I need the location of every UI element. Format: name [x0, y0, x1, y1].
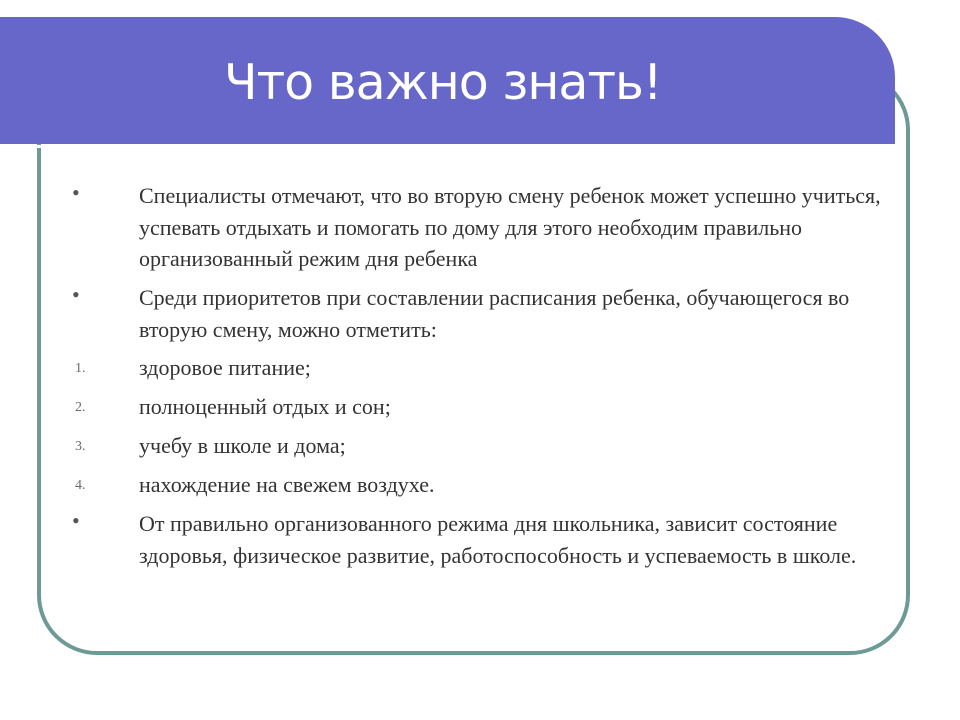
list-item-text: учебу в школе и дома; — [139, 433, 346, 458]
number-marker: 2. — [75, 400, 86, 415]
bullet-marker: • — [72, 180, 80, 205]
list-item-text: здоровое питание; — [139, 355, 311, 380]
number-marker: 3. — [75, 439, 86, 454]
bullet-marker: • — [72, 508, 80, 533]
list-item-text: Среди приоритетов при составлении расписания ребенка, обучающегося во вторую смену, можно отметить: — [139, 285, 850, 342]
number-marker: 1. — [75, 361, 86, 376]
list-item-text: Специалисты отмечают, что во вторую смену ребенок может успешно учиться, успевать отдыхать и помогать по дому для этого необходим правильно организованный режим дня ребенка — [139, 183, 881, 271]
list-item-text: полноценный отдых и сон; — [139, 394, 391, 419]
bullet-marker: • — [72, 282, 80, 307]
number-marker: 4. — [75, 478, 86, 493]
list-item-text: От правильно организованного режима дня школьника, зависит состояние здоровья, физическое развитие, работоспособность и успеваемость в школе. — [139, 511, 857, 568]
list-item-text: нахождение на свежем воздухе. — [139, 472, 435, 497]
slide-title: Что важно знать! — [224, 54, 662, 111]
